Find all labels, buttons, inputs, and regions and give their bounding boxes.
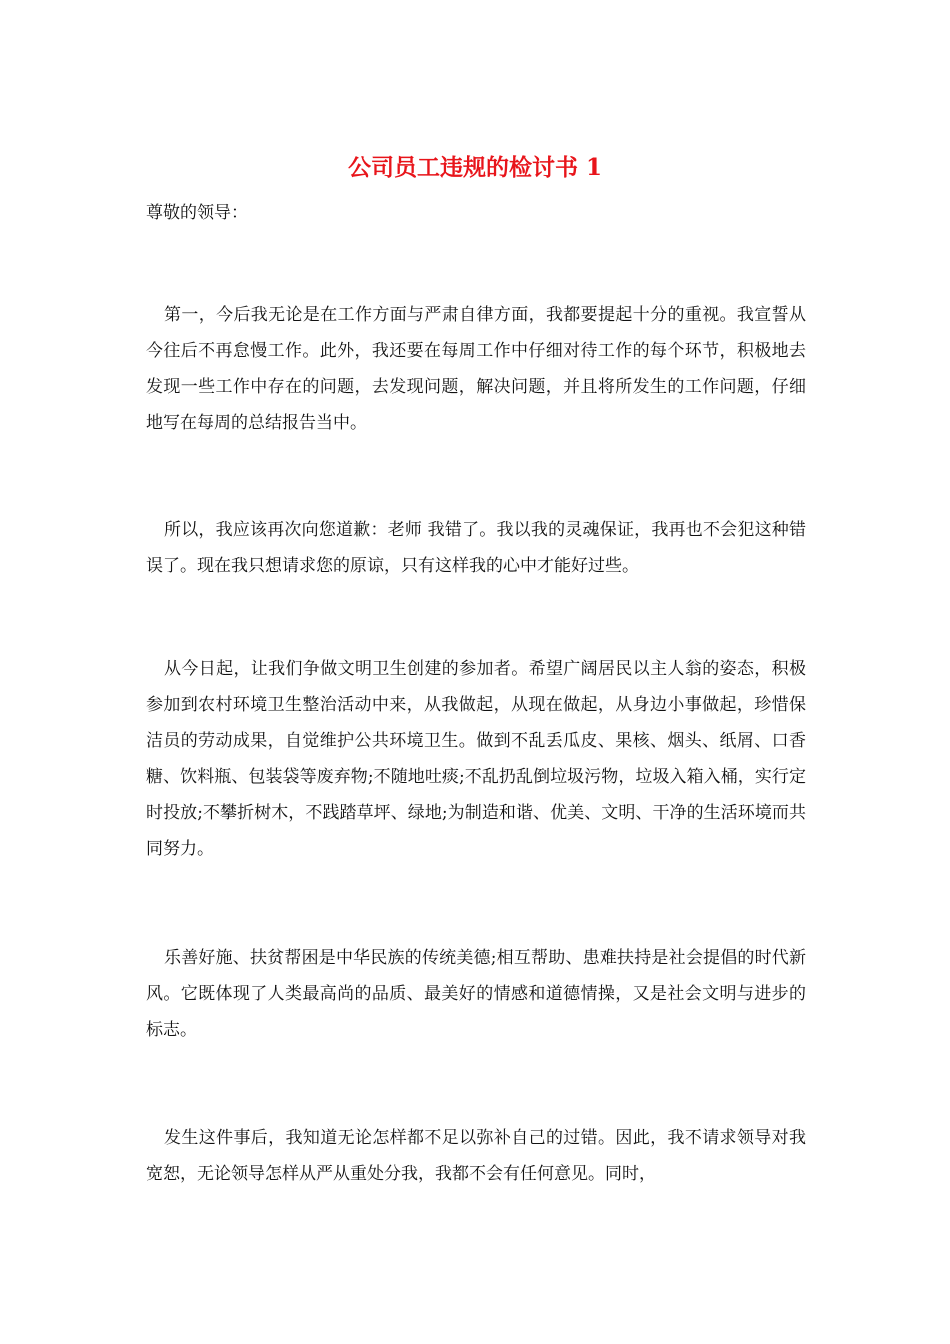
paragraph-3: 从今日起，让我们争做文明卫生创建的参加者。希望广阔居民以主人翁的姿态，积极参加到农村环境卫生整治活动中来，从我做起，从现在做起，从身边小事做起，珍惜保洁员的劳动成果，自觉维护公共环境卫生。做到不乱丢瓜皮、果核、烟头、纸屑、口香糖、饮料瓶、包装袋等废弃物;不随地吐痰;不乱扔乱倒垃圾污物，垃圾入箱入桶，实行定时投放;不攀折树木，不践踏草坪、绿地;为制造和谐、优美、文明、干净的生活环境而共同努力。 [146, 659, 806, 859]
paragraph-4: 乐善好施、扶贫帮困是中华民族的传统美德;相互帮助、患难扶持是社会提倡的时代新风。它既体现了人类最高尚的品质、最美好的情感和道德情操，又是社会文明与进步的标志。 [146, 948, 806, 1040]
paragraph-1: 第一，今后我无论是在工作方面与严肃自律方面，我都要提起十分的重视。我宣誓从今往后不再怠慢工作。此外，我还要在每周工作中仔细对待工作的每个环节，积极地去发现一些工作中存在的问题，去发现问题，解决问题，并且将所发生的工作问题，仔细地写在每周的总结报告当中。 [146, 305, 806, 433]
paragraph-5: 发生这件事后，我知道无论怎样都不足以弥补自己的过错。因此，我不请求领导对我宽恕，无论领导怎样从严从重处分我，我都不会有任何意见。同时， [146, 1128, 806, 1184]
document-title: 公司员工违规的检讨书 1 [347, 154, 602, 181]
salutation: 尊敬的领导： [146, 203, 248, 223]
paragraph-2: 所以，我应该再次向您道歉：老师 我错了。我以我的灵魂保证，我再也不会犯这种错误了。现在我只想请求您的原谅，只有这样我的心中才能好过些。 [146, 520, 806, 576]
